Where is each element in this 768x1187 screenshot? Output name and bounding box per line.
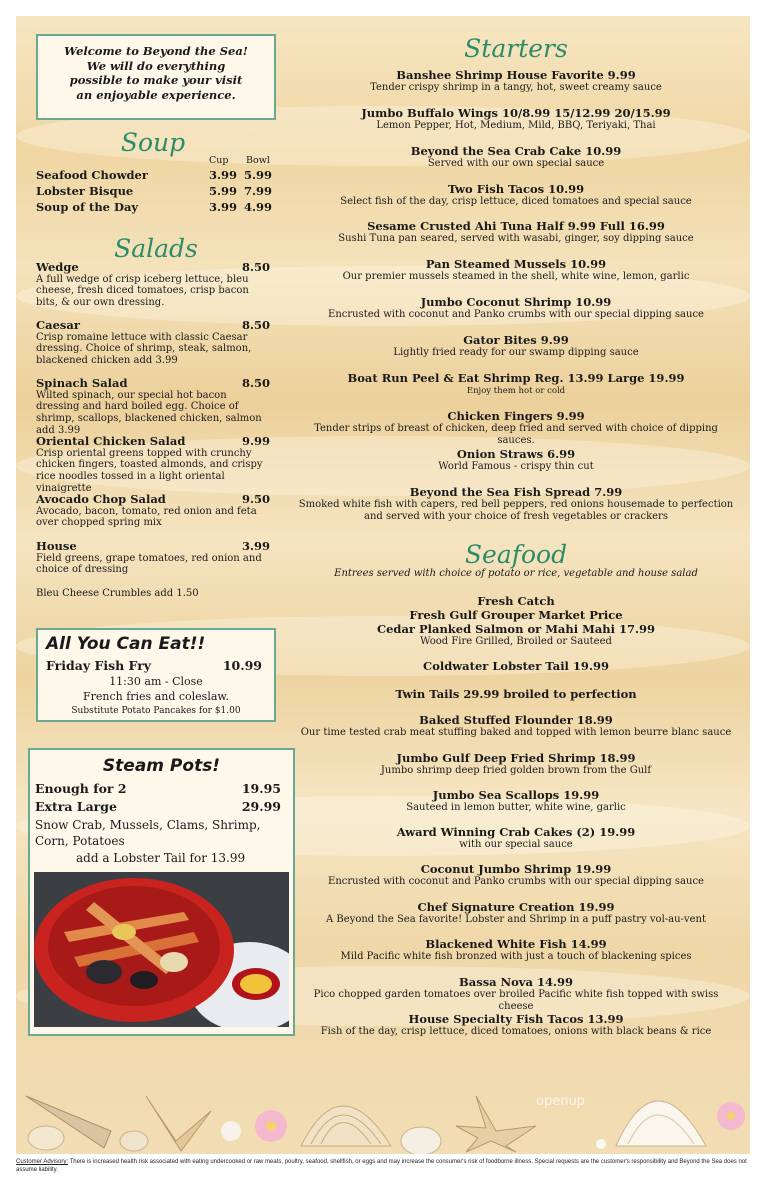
seafood-subtitle-wrap (296, 568, 736, 580)
item-title: Fresh Catch (477, 594, 555, 608)
item-desc: A Beyond the Sea favorite! Lobster and Shrimp in a puff pastry vol-au-vent (326, 914, 706, 925)
item-desc: Jumbo shrimp deep fried golden brown from the Gulf (380, 765, 652, 776)
seafood-item (296, 900, 736, 926)
soup-bowl-price: 7.99 (244, 184, 273, 198)
item-title: Coconut Jumbo Shrimp 19.99 (420, 862, 612, 876)
steam-pot-photo (34, 872, 289, 1027)
welcome-line: Welcome to Beyond the Sea! (64, 44, 248, 58)
item-title: Bassa Nova 14.99 (459, 975, 573, 989)
item-desc: Sushi Tuna pan seared, served with wasabi, ginger, soy dipping sauce (338, 233, 694, 244)
salad-desc: A full wedge of crisp iceberg lettuce, bleu cheese, fresh diced tomatoes, crisp bacon bits, & our own dressing. (36, 273, 249, 309)
salad-price: 9.50 (241, 492, 270, 506)
starter-item (296, 106, 736, 132)
item-desc: with our special sauce (459, 839, 573, 850)
item-title: Fresh Gulf Grouper Market Price (409, 608, 623, 622)
seafood-item (296, 937, 736, 963)
starter-item (296, 144, 736, 170)
seafood-item (296, 825, 736, 851)
salad-name: Oriental Chicken Salad (36, 434, 186, 448)
salad-item (36, 262, 270, 309)
salad-desc: Avocado, bacon, tomato, red onion and feta over chopped spring mix (36, 505, 257, 529)
advisory-text: There is increased health risk associated with eating undercooked or raw meats, poultry, seafood, shellfish, or eggs and may increase the consumer's risk of foodborne illness. Special requests are the customer's responsibility and Beyond the Sea does not assume liability. (16, 1159, 747, 1173)
salads-title: Salads (114, 234, 198, 263)
soup-cup-price: 3.99 (209, 200, 238, 214)
steam-pots-box (28, 748, 295, 1036)
ayce-box (36, 628, 276, 722)
item-desc: Lightly fried ready for our swamp dipping sauce (393, 347, 639, 358)
item-title: Award Winning Crab Cakes (2) 19.99 (396, 825, 636, 839)
item-desc: Fish of the day, crisp lettuce, diced tomatoes, onions with black beans & rice (320, 1026, 712, 1037)
seafood-item (296, 975, 736, 1013)
item-title: Onion Straws 6.99 (456, 447, 576, 461)
soup-bowl-price: 4.99 (244, 200, 273, 214)
item-title: Cedar Planked Salmon or Mahi Mahi 17.99 (376, 622, 656, 636)
salad-price: 8.50 (241, 260, 270, 274)
item-title: Jumbo Buffalo Wings 10/8.99 15/12.99 20/15.99 (361, 106, 671, 120)
starter-item (296, 333, 736, 359)
salad-item (36, 320, 270, 367)
steam-option-price: 29.99 (241, 799, 281, 814)
item-title: Pan Steamed Mussels 10.99 (425, 257, 607, 271)
item-title: House Specialty Fish Tacos 13.99 (408, 1012, 624, 1026)
item-desc: Select fish of the day, crisp lettuce, diced tomatoes and special sauce (340, 196, 692, 207)
soup-title: Soup (120, 128, 186, 157)
soup-bowl-price: 5.99 (244, 168, 273, 182)
seafood-item (296, 659, 736, 673)
salad-name: House (36, 539, 77, 553)
item-title: Jumbo Sea Scallops 19.99 (432, 788, 600, 802)
soup-name: Lobster Bisque (36, 184, 134, 198)
item-desc: Wood Fire Grilled, Broiled or Sauteed (420, 636, 612, 647)
salad-price: 8.50 (241, 376, 270, 390)
starter-item (296, 219, 736, 245)
item-desc: Tender crispy shrimp in a tangy, hot, sweet creamy sauce (370, 82, 662, 93)
item-title: Sesame Crusted Ahi Tuna Half 9.99 Full 16.99 (367, 219, 665, 233)
salad-note: Bleu Cheese Crumbles add 1.50 (36, 588, 199, 599)
item-desc: Our time tested crab meat stuffing baked and topped with lemon beurre blanc sauce (300, 727, 732, 738)
bowl-label: Bowl (246, 155, 270, 166)
starter-item (296, 257, 736, 283)
item-desc: World Famous - crispy thin cut (438, 461, 594, 472)
salad-item (36, 541, 270, 576)
item-title: Chicken Fingers 9.99 (447, 409, 585, 423)
steam-option: Extra Large (35, 799, 117, 814)
item-title: Two Fish Tacos 10.99 (447, 182, 585, 196)
welcome-line: We will do everything (86, 58, 226, 73)
ayce-sub: Substitute Potato Pancakes for $1.00 (71, 706, 241, 716)
item-title: Jumbo Gulf Deep Fried Shrimp 18.99 (396, 751, 636, 765)
salad-name: Wedge (36, 260, 79, 274)
item-title: Blackened White Fish 14.99 (425, 937, 607, 951)
seafood-item (296, 788, 736, 814)
item-desc: Encrusted with coconut and Panko crumbs with our special dipping sauce (328, 876, 704, 887)
soup-cup-price: 3.99 (209, 168, 238, 182)
item-title: Beyond the Sea Fish Spread 7.99 (409, 485, 623, 499)
soup-item (36, 184, 273, 198)
item-title: Boat Run Peel & Eat Shrimp Reg. 13.99 Large 19.99 (347, 371, 685, 385)
steam-desc: Snow Crab, Mussels, Clams, Shrimp, (35, 818, 261, 832)
salad-item (36, 378, 270, 437)
item-title: Baked Stuffed Flounder 18.99 (419, 713, 613, 727)
steam-desc: Corn, Potatoes (35, 834, 125, 848)
item-desc: Sauteed in lemon butter, white wine, garlic (406, 802, 626, 813)
salad-price: 8.50 (241, 318, 270, 332)
steam-option-price: 19.95 (241, 781, 281, 796)
salad-item (36, 436, 270, 495)
salad-price: 9.99 (241, 434, 270, 448)
starters-title: Starters (464, 34, 568, 63)
soup-item (36, 168, 273, 182)
salad-item (36, 494, 270, 529)
soup-name: Seafood Chowder (36, 168, 148, 182)
ayce-item: Friday Fish Fry (46, 658, 152, 673)
item-title: Gator Bites 9.99 (463, 333, 569, 347)
item-title: Coldwater Lobster Tail 19.99 (423, 659, 609, 673)
soup-name: Soup of the Day (36, 200, 139, 214)
seafood-item (296, 687, 736, 701)
salad-price: 3.99 (241, 539, 270, 553)
item-title: Chef Signature Creation 19.99 (417, 900, 615, 914)
starter-item (296, 447, 736, 473)
starter-item (296, 485, 736, 523)
ayce-price: 10.99 (222, 658, 262, 673)
salad-desc: Crisp oriental greens topped with crunchy chicken fingers, toasted almonds, and crispy rice noodles tossed in a light oriental vinaigrette (36, 447, 263, 494)
ayce-title: All You Can Eat!! (46, 634, 206, 654)
item-desc: Encrusted with coconut and Panko crumbs with our special dipping sauce (328, 309, 704, 320)
item-desc: and served with your choice of fresh vegetables or crackers (364, 511, 668, 522)
item-desc: Mild Pacific white fish bronzed with just a touch of blackening spices (340, 951, 692, 962)
salad-desc: Crisp romaine lettuce with classic Caesar dressing. Choice of shrimp, steak, salmon, blackened chicken add 3.99 (36, 331, 252, 367)
advisory-label: Customer Advisory: (16, 1159, 69, 1165)
seafood-subtitle: Entrees served with choice of potato or rice, vegetable and house salad (334, 568, 698, 579)
seafood-item (296, 713, 736, 739)
steam-pot-photo-icon (34, 872, 289, 1027)
seafood-item (296, 1012, 736, 1038)
item-title: Jumbo Coconut Shrimp 10.99 (420, 295, 612, 309)
item-title: Twin Tails 29.99 broiled to perfection (395, 687, 637, 701)
steam-title: Steam Pots! (102, 756, 221, 776)
seafood-title: Seafood (464, 540, 568, 569)
item-desc: Enjoy them hot or cold (466, 386, 566, 396)
steam-addon: add a Lobster Tail for 13.99 (76, 851, 246, 865)
menu-page (16, 16, 750, 1154)
item-desc: Smoked white fish with capers, red bell peppers, red onions housemade to perfection (298, 499, 734, 510)
starter-item (296, 68, 736, 94)
item-desc: Served with our own special sauce (427, 158, 605, 169)
soup-cup-price: 5.99 (209, 184, 238, 198)
salad-desc: Field greens, grape tomatoes, red onion and choice of dressing (36, 552, 262, 576)
watermark: openup (536, 1094, 585, 1109)
starter-item (296, 409, 736, 447)
starter-item (296, 182, 736, 208)
starter-item (296, 295, 736, 321)
cup-label: Cup (209, 155, 229, 166)
starter-item (296, 371, 736, 397)
fresh-catch-item (296, 594, 736, 648)
soup-item (36, 200, 273, 214)
item-title: Banshee Shrimp House Favorite 9.99 (396, 68, 636, 82)
welcome-line: possible to make your visit (69, 73, 243, 87)
salad-name: Spinach Salad (36, 376, 128, 390)
steam-option: Enough for 2 (35, 781, 127, 796)
welcome-line: an enjoyable experience. (76, 87, 236, 102)
salad-name: Caesar (36, 318, 80, 332)
welcome-box (36, 34, 276, 120)
item-desc: Our premier mussels steamed in the shell, white wine, lemon, garlic (342, 271, 690, 282)
seafood-item (296, 862, 736, 888)
item-desc: Pico chopped garden tomatoes over broiled Pacific white fish topped with swiss cheese (313, 989, 719, 1012)
salad-desc: Wilted spinach, our special hot bacon dressing and hard boiled egg. Choice of shrimp, scallops, blackened chicken, salmon add 3.99 (36, 389, 262, 436)
salad-name: Avocado Chop Salad (36, 492, 166, 506)
item-desc: Tender strips of breast of chicken, deep fried and served with choice of dipping sauces. (314, 423, 718, 446)
item-title: Beyond the Sea Crab Cake 10.99 (410, 144, 622, 158)
ayce-time: 11:30 am - Close (109, 675, 203, 688)
item-desc: Lemon Pepper, Hot, Medium, Mild, BBQ, Teriyaki, Thai (376, 120, 656, 131)
customer-advisory (16, 1158, 756, 1174)
ayce-sides: French fries and coleslaw. (82, 690, 230, 703)
seafood-item (296, 751, 736, 777)
seashells-decoration-icon (16, 1056, 750, 1154)
